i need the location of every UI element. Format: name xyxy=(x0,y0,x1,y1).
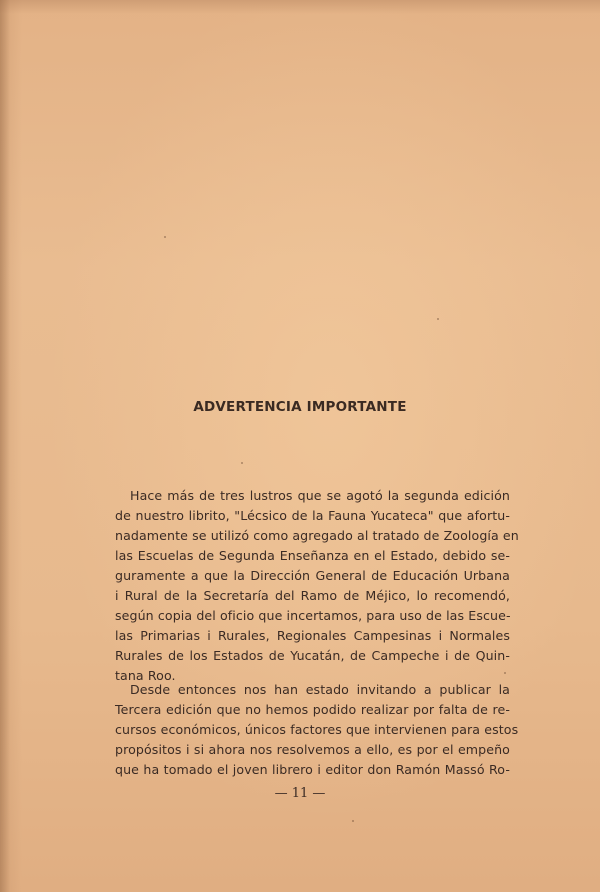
paper-speck xyxy=(352,820,354,822)
paragraph-1-line-5: guramente a que la Dirección General de Educación Urbana xyxy=(115,568,510,583)
paper-speck xyxy=(164,236,166,238)
paragraph-1-line-8: las Primarias i Rurales, Regionales Campesinas i Normales xyxy=(115,628,510,643)
paragraph-1-line-3: nadamente se utilizó como agregado al tratado de Zoología en xyxy=(115,528,519,543)
paragraph-1-line-4: las Escuelas de Segunda Enseñanza en el Estado, debido se- xyxy=(115,548,510,563)
page-binding-edge xyxy=(0,0,10,892)
paragraph-2-line-2: Tercera edición que no hemos podido realizar por falta de re- xyxy=(115,702,510,717)
paragraph-1-line-1: Hace más de tres lustros que se agotó la segunda edición xyxy=(130,488,510,503)
paper-speck xyxy=(437,318,439,320)
paragraph-2-line-5: que ha tomado el joven librero i editor don Ramón Massó Ro- xyxy=(115,762,510,777)
paper-speck xyxy=(241,462,243,464)
paragraph-1-line-10: tana Roo. xyxy=(115,668,176,683)
paragraph-2-line-4: propósitos i si ahora nos resolvemos a ello, es por el empeño xyxy=(115,742,510,757)
paragraph-1-line-6: i Rural de la Secretaría del Ramo de Méjico, lo recomendó, xyxy=(115,588,510,603)
paragraph-2-line-3: cursos económicos, únicos factores que intervienen para estos xyxy=(115,722,519,737)
page-number: — 11 — xyxy=(274,786,326,801)
paragraph-2-line-1: Desde entonces nos han estado invitando a publicar la xyxy=(130,682,510,697)
paragraph-1-line-9: Rurales de los Estados de Yucatán, de Campeche i de Quin- xyxy=(115,648,510,663)
paragraph-1-line-2: de nuestro librito, "Lécsico de la Fauna Yucateca" que afortu- xyxy=(115,508,510,523)
document-heading: ADVERTENCIA IMPORTANTE xyxy=(193,399,407,415)
paragraph-1-line-7: según copia del oficio que incertamos, para uso de las Escue- xyxy=(115,608,511,623)
page-top-edge xyxy=(0,0,600,14)
